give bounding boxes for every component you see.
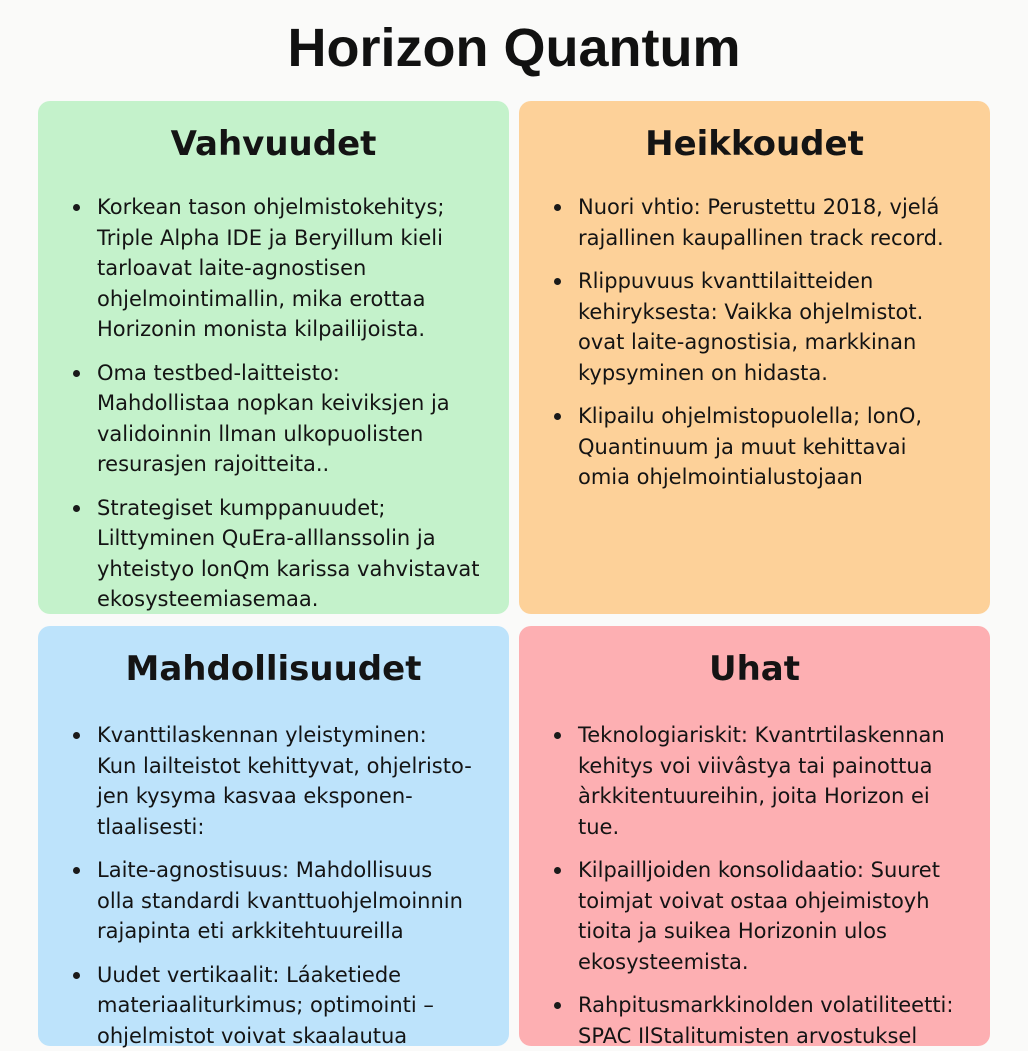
- list-item: [519, 855, 990, 977]
- item-line: toimjat voivat ostaa ohjeimistoyh: [578, 886, 970, 917]
- strengths-panel: [38, 101, 509, 614]
- item-line: tue.: [578, 812, 970, 843]
- item-line: materiaaliturkimus; optimointi –: [97, 990, 489, 1021]
- list-item: [38, 720, 509, 842]
- item-line: ohjelmistot voivat skaalautua: [97, 1021, 489, 1051]
- item-line: àrkkitentuureihin, joita Horizon ei: [578, 781, 970, 812]
- item-line: Horizonin monista kilpailijoista.: [97, 314, 489, 345]
- item-line: Quantinuum ja muut kehittavai: [578, 432, 970, 463]
- item-line: Kun lailteistot kehittyvat, ohjelristo-: [97, 751, 489, 782]
- item-line: olla standardi kvanttuohjelmoinnin: [97, 886, 489, 917]
- threats-list: [519, 720, 990, 1051]
- item-line: Rahpitusmarkkinolden volatiliteetti:: [578, 990, 970, 1021]
- list-item: [38, 358, 509, 480]
- item-line: kypsyminen on hidasta.: [578, 358, 970, 389]
- weaknesses-heading: Heikkoudet: [519, 101, 990, 165]
- list-item: [38, 192, 509, 345]
- item-line: kehitys voi viivâstya tai painottua: [578, 751, 970, 782]
- item-line: Teknologiariskit: Kvantrtilaskennan: [578, 720, 970, 751]
- item-line: ohjelmointimallin, mika erottaa: [97, 284, 489, 315]
- item-line: jen kysyma kasvaa eksponen-: [97, 781, 489, 812]
- list-item: [38, 493, 509, 615]
- item-line: Korkean tason ohjelmistokehitys;: [97, 192, 489, 223]
- list-item: [38, 960, 509, 1051]
- item-line: Laite-agnostisuus: Mahdollisuus: [97, 855, 489, 886]
- page-title: Horizon Quantum: [0, 18, 1028, 78]
- item-line: Klipailu ohjelmistopuolella; lonO,: [578, 401, 970, 432]
- weaknesses-list: [519, 192, 990, 493]
- list-item: [38, 855, 509, 947]
- strengths-heading: Vahvuudet: [38, 101, 509, 165]
- strengths-list: [38, 192, 509, 615]
- opportunities-panel: [38, 626, 509, 1046]
- item-line: tlaalisesti:: [97, 812, 489, 843]
- item-line: resurasjen rajoitteita..: [97, 449, 489, 480]
- item-line: SPAC IlStalitumisten arvostuksel: [578, 1021, 970, 1051]
- item-line: ekosysteemista.: [578, 947, 970, 978]
- item-line: tioita ja suikea Horizonin ulos: [578, 916, 970, 947]
- item-line: ekosysteemiasemaa.: [97, 584, 489, 615]
- item-line: tarloavat laite-agnostisen: [97, 253, 489, 284]
- item-line: Strategiset kumppanuudet;: [97, 493, 489, 524]
- item-line: Kilpailljoiden konsolidaatio: Suuret: [578, 855, 970, 886]
- list-item: [519, 266, 990, 388]
- list-item: [519, 990, 990, 1051]
- threats-heading: Uhat: [519, 626, 990, 690]
- item-line: ovat laite-agnostisia, markkinan: [578, 327, 970, 358]
- item-line: validoinnin llman ulkopuolisten: [97, 419, 489, 450]
- item-line: Mahdollistaa nopkan keiviksjen ja: [97, 388, 489, 419]
- list-item: [519, 401, 990, 493]
- item-line: Uudet vertikaalit: Láaketiede: [97, 960, 489, 991]
- opportunities-heading: Mahdollisuudet: [38, 626, 509, 690]
- item-line: omia ohjelmointialustojaan: [578, 462, 970, 493]
- opportunities-list: [38, 720, 509, 1051]
- list-item: [519, 720, 990, 842]
- item-line: yhteistyo lonQm karissa vahvistavat: [97, 554, 489, 585]
- item-line: kehiryksesta: Vaikka ohjelmistot.: [578, 297, 970, 328]
- threats-panel: [519, 626, 990, 1046]
- item-line: Triple Alpha IDE ja Beryillum kieli: [97, 223, 489, 254]
- item-line: rajapinta eti arkkitehtuureilla: [97, 916, 489, 947]
- item-line: rajallinen kaupallinen track record.: [578, 223, 970, 254]
- list-item: [519, 192, 990, 253]
- item-line: Lilttyminen QuEra-alllanssolin ja: [97, 523, 489, 554]
- item-line: Kvanttilaskennan yleistyminen:: [97, 720, 489, 751]
- weaknesses-panel: [519, 101, 990, 614]
- item-line: Oma testbed-laitteisto:: [97, 358, 489, 389]
- item-line: Nuori vhtio: Perustettu 2018, vjelá: [578, 192, 970, 223]
- item-line: Rlippuvuus kvanttilaitteiden: [578, 266, 970, 297]
